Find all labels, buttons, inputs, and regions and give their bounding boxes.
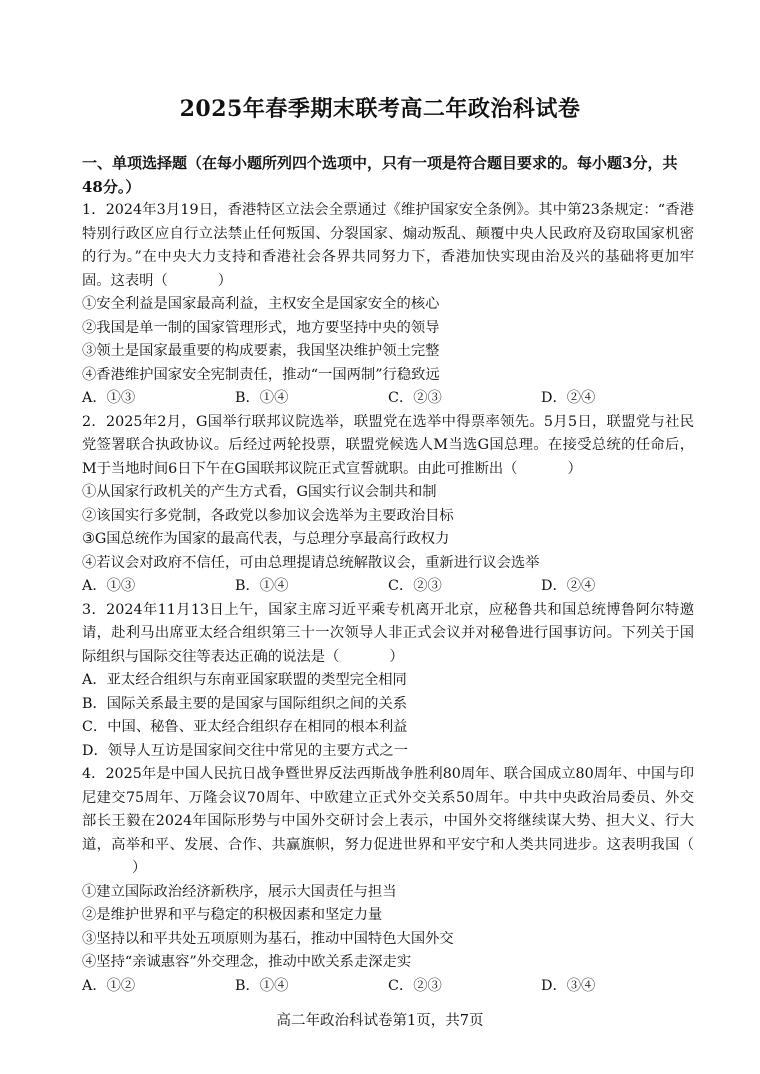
answer-options bbox=[82, 975, 694, 999]
statement: ②是维护世界和平与稳定的积极因素和坚定力量 bbox=[82, 907, 383, 923]
page-title: 2025年春季期末联考高二年政治科试卷 bbox=[179, 96, 581, 122]
statement: ①安全利益是国家最高利益，主权安全是国家安全的核心 bbox=[82, 296, 440, 312]
statement: ④香港维护国家安全宪制责任，推动“一国两制”行稳致远 bbox=[82, 366, 440, 383]
option-c: C．②③ bbox=[388, 578, 442, 594]
question-stem: 3．2024年11月13日上午，国家主席习近平乘专机离开北京，应秘鲁共和国总统博鲁阿尔特邀请，赴利马出席亚太经合组织第三十一次领导人非正式会议并对秘鲁进行国事访问。下列关于国际组织与国际交往等表达正确的说法是（ ） bbox=[82, 601, 694, 665]
statement: ②该国实行多党制，各政党以参加议会选举为主要政治目标 bbox=[82, 507, 454, 524]
option-a: A．亚太经合组织与东南亚国家联盟的类型完全相同 bbox=[82, 672, 407, 688]
option-b: B．①④ bbox=[235, 977, 289, 994]
option-b: B．①④ bbox=[235, 578, 289, 594]
option-d: D．②④ bbox=[541, 578, 596, 594]
question-stem: 2．2025年2月，G国举行联邦议院选举，联盟党在选举中得票率领先。5月5日，联盟党与社民党签署联合执政协议。后经过两轮投票，联盟党候选人M当选G国总理。在接受总统的任命后，M于当地时间6日下午在G国联邦议院正式宣誓就职。由此可推断出（ ） bbox=[82, 413, 694, 477]
statement: ③领土是国家最重要的构成要素，我国坚决维护领土完整 bbox=[82, 343, 440, 359]
statement: ①建立国际政治经济新秩序，展示大国责任与担当 bbox=[82, 883, 397, 900]
option-a: A．①③ bbox=[82, 390, 136, 406]
page-footer: 高二年政治科试卷第1页，共7页 bbox=[276, 1013, 484, 1029]
question-2 bbox=[82, 411, 694, 599]
question-stem: 1．2024年3月19日，香港特区立法会全票通过《维护国家安全条例》。其中第23条规定：“香港特别行政区应自行立法禁止任何叛国、分裂国家、煽动叛乱、颠覆中央人民政府及窃取国家机密的行为。”在中央大力支持和香港社会各界共同努力下，香港加快实现由治及兴的基础将更加牢固。这表明（ ） bbox=[82, 202, 694, 289]
question-3 bbox=[82, 599, 694, 764]
answer-options bbox=[82, 575, 694, 599]
option-c: C．②③ bbox=[388, 390, 442, 406]
option-b: B．国际关系最主要的是国家与国际组织之间的关系 bbox=[82, 695, 408, 712]
option-b: B．①④ bbox=[235, 390, 289, 406]
question-4 bbox=[82, 763, 694, 998]
question-1 bbox=[82, 199, 694, 411]
question-stem: 4．2025年是中国人民抗日战争暨世界反法西斯战争胜利80周年、联合国成立80周年、中国与印尼建交75周年、万隆会议70周年、中欧建立正式外交关系50周年。中共中央政治局委员、外交部长王毅在2024年国际形势与中国外交研讨会上表示，中国外交将继续谋大势、担大义、行大道，高举和平、发展、合作、共赢旗帜，努力促进世界和平安宁和人类共同进步。这表明我国（） bbox=[82, 766, 694, 876]
option-c: C．中国、秘鲁、亚太经合组织存在相同的根本利益 bbox=[82, 719, 408, 735]
answer-options bbox=[82, 387, 694, 411]
option-d: D．②④ bbox=[541, 390, 596, 406]
section-heading: 一、单项选择题（在每小题所列四个选项中，只有一项是符合题目要求的。每小题3分，共48分。） bbox=[82, 154, 678, 196]
option-a: A．①③ bbox=[82, 578, 136, 594]
statement: ③G国总统作为国家的最高代表，与总理分享最高行政权力 bbox=[82, 531, 450, 547]
statement: ④若议会对政府不信任，可由总理提请总统解散议会，重新进行议会选举 bbox=[82, 554, 540, 571]
option-d: D．领导人互访是国家间交往中常见的主要方式之一 bbox=[82, 742, 408, 759]
option-d: D．③④ bbox=[541, 977, 596, 994]
questions-container bbox=[82, 152, 694, 998]
statement: ③坚持以和平共处五项原则为基石，推动中国特色大国外交 bbox=[82, 930, 454, 947]
statement: ④坚持“亲诚惠容”外交理念，推动中欧关系走深走实 bbox=[82, 954, 412, 970]
statement: ②我国是单一制的国家管理形式，地方要坚持中央的领导 bbox=[82, 319, 440, 336]
option-a: A．①② bbox=[82, 977, 136, 994]
option-c: C．②③ bbox=[388, 977, 442, 994]
statement: ①从国家行政机关的产生方式看，G国实行议会制共和制 bbox=[82, 484, 437, 500]
